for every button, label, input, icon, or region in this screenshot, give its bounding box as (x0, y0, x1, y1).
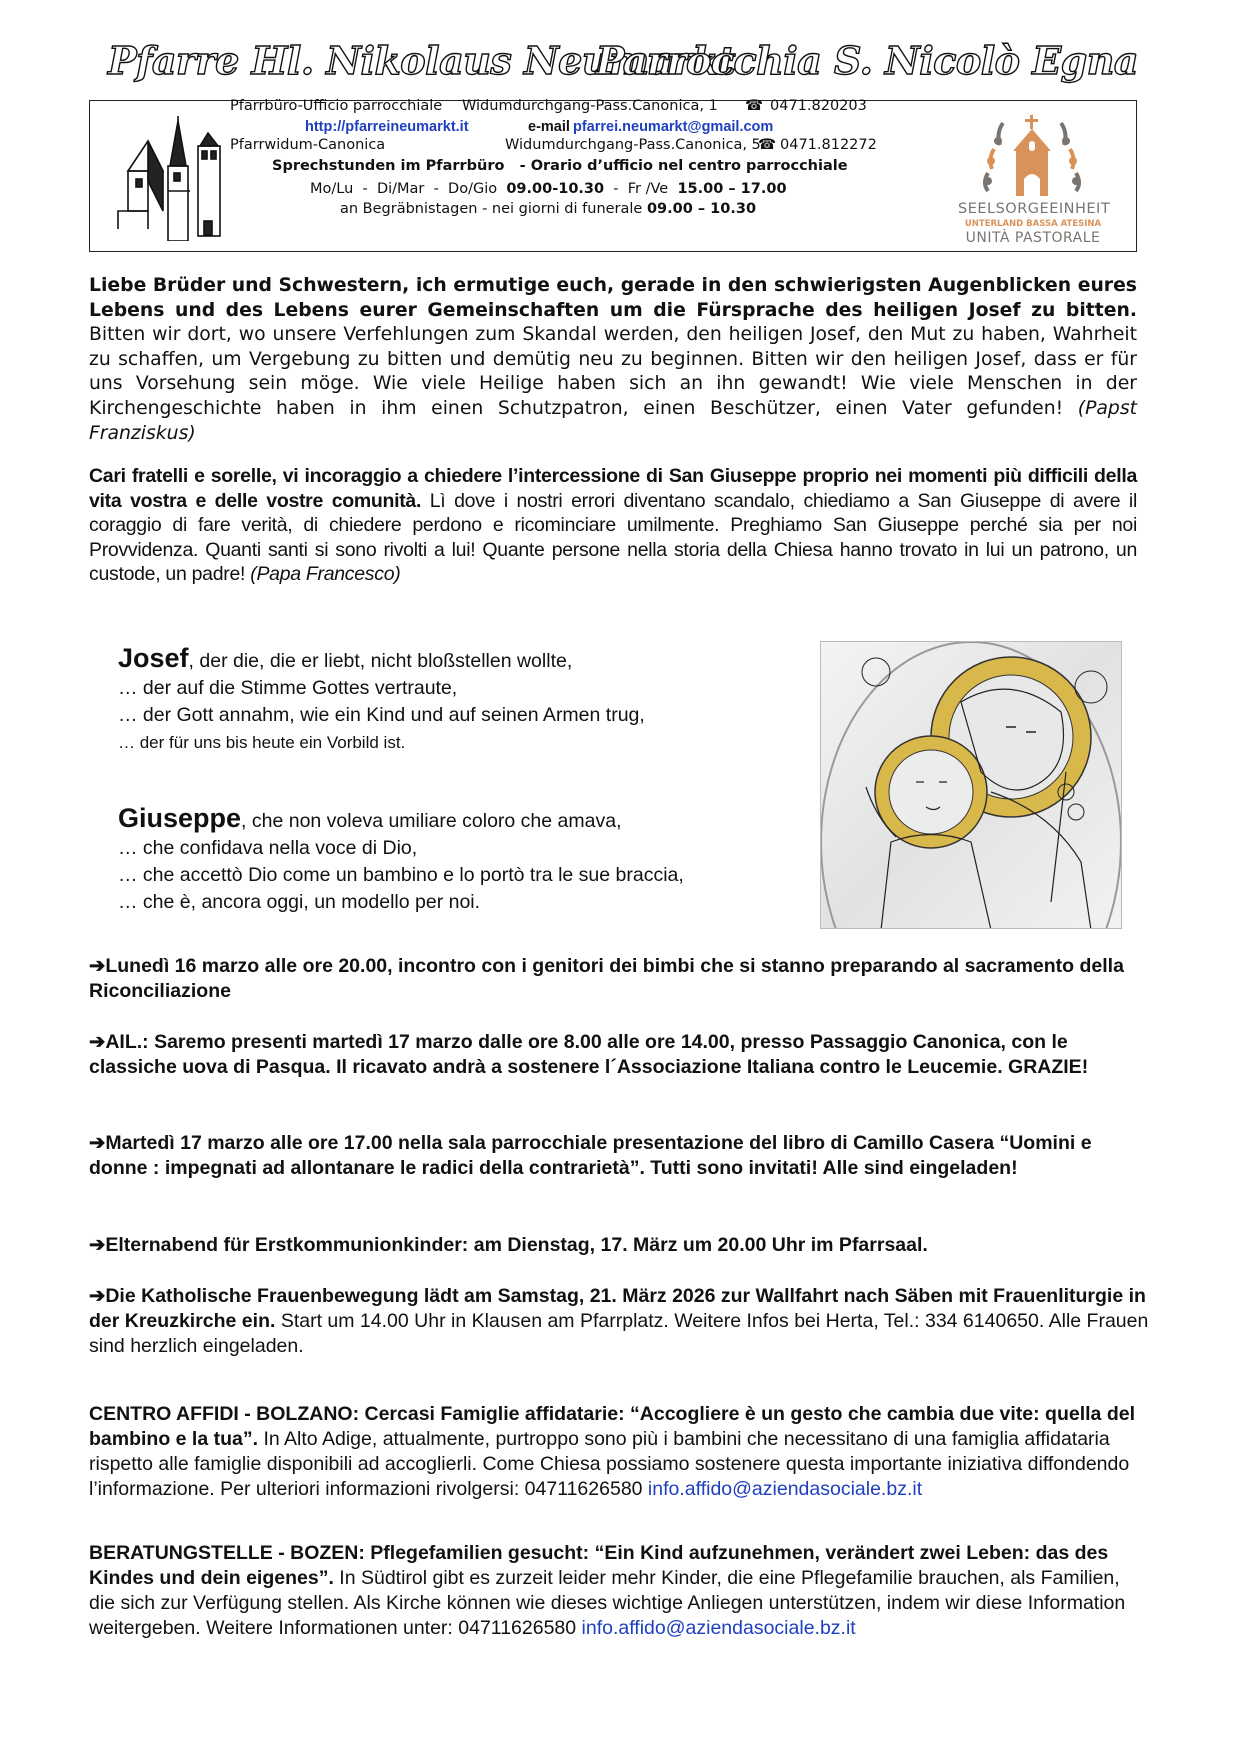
arrow-right-icon: ➔ (89, 1285, 106, 1307)
poem-line (118, 805, 684, 835)
telephone-icon: ☎ (745, 98, 764, 114)
notice-item (89, 1131, 1149, 1181)
quote-german-text: Bitten wir dort, wo unsere Verfehlungen zum Skandal werden, den heiligen Josef, den Mut zu haben, Wahrheit zu schaffen, um Vergebung zu bitten und demütig neu zu beginnen. Bitten wir den heiligen Josef, dass er für uns Vorsehung sein möge. Wie viele Heilige haben sich an ihn gewandt! Wie viele Menschen in der Kirchengeschichte haben in ihm einen Schutzpatron, einen Beschützer, einen Vater gefunden! (89, 324, 1137, 419)
foster-email-link[interactable]: info.affido@aziendasociale.bz.it (647, 1478, 923, 1500)
funeral-text: an Begräbnistagen - nei giorni di funerale (340, 201, 643, 217)
hours-morning: 09.00-10.30 (506, 181, 605, 197)
foster-text: In Südtirol gibt es zurzeit leider mehr Kinder, die eine Pflegefamilie brauchen, als Familien, die sich zur Verfügung stellen. Als Kirche können wie dieses wichtige Anliegen unterstützen, indem wir diese Information weitergeben. Weitere Informationen unter: 04711626580 (89, 1567, 1126, 1639)
quote-italian (89, 464, 1137, 587)
foster-care-notice-german (89, 1541, 1149, 1641)
church-towers-logo (108, 111, 228, 241)
foster-heading: CENTRO AFFIDI - BOLZANO: Cercasi Famiglie affidatarie: “Accogliere è un gesto che cambia due vite: quella del bambino e la tua”. (89, 1403, 1135, 1450)
poem-line: … che confidava nella voce di Dio, (118, 837, 418, 859)
poem-line: … der auf die Stimme Gottes vertraute, (118, 677, 458, 699)
poem-name: Giuseppe (118, 803, 242, 833)
rectory-address: Widumdurchgang-Pass.Canonica, 5 (505, 137, 761, 153)
notice-item (89, 1233, 1149, 1258)
notice-item (89, 1030, 1149, 1080)
title-german: Pfarre Hl. Nikolaus Neumarkt (108, 38, 736, 83)
saint-joseph-illustration (821, 642, 1122, 929)
hours-afternoon: 15.00 – 17.00 (677, 181, 787, 197)
funeral-hours: 09.00 – 10.30 (646, 201, 757, 217)
poem-italian (118, 805, 684, 916)
notice-item (89, 954, 1149, 1004)
pastoral-unit-logo (958, 111, 1111, 246)
poem-german (118, 645, 645, 756)
quote-german-source: (Papst Franziskus) (89, 397, 1137, 444)
office-phone[interactable]: 0471.820203 (770, 98, 867, 114)
quote-german-bold: Liebe Brüder und Schwestern, ich ermutige euch, gerade in den schwierigsten Augenblicken eures Lebens und des Lebens eurer Gemeinschaften um die Fürsprache des heiligen Josef zu bitten. (89, 275, 1137, 321)
hours-days: Mo/Lu - Di/Mar - Do/Gio (310, 181, 498, 197)
foster-care-notice-italian (89, 1402, 1149, 1502)
notice-text: AIL.: Saremo presenti martedì 17 marzo dalle ore 8.00 alle ore 14.00, presso Passaggio Canonica, con le classiche uova di Pasqua. Il ricavato andrà a sostenere l´Associazione Italiana contro le Leucemie. GRAZIE! (89, 1031, 1089, 1078)
office-hours-title: Sprechstunden im Pfarrbüro - Orario d’ufficio nel centro parrocchiale (272, 158, 848, 174)
separator: - (604, 181, 628, 197)
website-link[interactable]: http://pfarreineumarkt.it (305, 119, 469, 135)
foster-text: In Alto Adige, attualmente, purtroppo sono più i bambini che necessitano di una famiglia affidataria rispetto alle famiglie disponibili ad accoglierli. Come Chiesa possiamo sostenere questa importante iniziativa diffondendo l’informazione. Per ulteriori informazioni rivolgersi: 04711626580 (89, 1428, 1130, 1500)
title-italian: Parrocchia S. Nicolò Egna (595, 38, 1138, 83)
masthead (108, 38, 1138, 98)
poem-text: , che non voleva umiliare coloro che amava, (241, 810, 622, 832)
poem-text: , der die, die er liebt, nicht bloßstellen wollte, (188, 650, 573, 672)
hours-friday: Fr /Ve (627, 181, 669, 197)
email-label: e-mail (528, 119, 570, 135)
saint-joseph-image (820, 641, 1122, 929)
quote-italian-bold: Cari fratelli e sorelle, vi incoraggio a chiedere l’intercessione di San Giuseppe proprio nei momenti più difficili della vita vostra e delle vostre comunità. (89, 465, 1137, 512)
funeral-hours-row (340, 201, 756, 217)
rectory-phone[interactable]: 0471.812272 (780, 137, 877, 153)
arrow-right-icon: ➔ (89, 1132, 106, 1154)
arrow-right-icon: ➔ (89, 955, 106, 977)
email-link[interactable]: pfarrei.neumarkt@gmail.com (573, 119, 774, 135)
quote-italian-source: (Papa Francesco) (250, 563, 401, 586)
church-people-icon (958, 111, 1108, 201)
notice-text: Martedì 17 marzo alle ore 17.00 nella sala parrocchiale presentazione del libro di Camillo Casera “Uomini e donne : impegnati ad allontanare le radici della contrarietà”. Tutti sono invitati! Alle sind eingeladen! (89, 1132, 1092, 1179)
poem-line: … che accettò Dio come un bambino e lo portò tra le sue braccia, (118, 864, 684, 886)
poem-name: Josef (118, 643, 189, 673)
office-hours-row (310, 181, 787, 197)
logo-line-1: SEELSORGEEINHEIT (958, 201, 1111, 217)
notice-item (89, 1284, 1149, 1359)
office-label: Pfarrbüro-Ufficio parrocchiale (230, 98, 443, 114)
notice-text: Die Katholische Frauenbewegung lädt am Samstag, 21. März 2026 zur Wallfahrt nach Säben mit Frauenliturgie in der Kreuzkirche ein. (89, 1285, 1146, 1332)
telephone-icon: ☎ (758, 137, 777, 153)
logo-line-2: UNTERLAND BASSA ATESINA (964, 219, 1102, 229)
notice-text: Elternabend für Erstkommunionkinder: am Dienstag, 17. März um 20.00 Uhr im Pfarrsaal. (105, 1234, 928, 1256)
poem-line: … che è, ancora oggi, un modello per noi. (118, 891, 481, 913)
arrow-right-icon: ➔ (89, 1234, 106, 1256)
rectory-label: Pfarrwidum-Canonica (230, 137, 386, 153)
poem-line (118, 645, 645, 675)
notice-text: Lunedì 16 marzo alle ore 20.00, incontro con i genitori dei bimbi che si stanno preparando al sacramento della Riconciliazione (89, 955, 1124, 1002)
quote-italian-text: Lì dove i nostri errori diventano scandalo, chiediamo a San Giuseppe di avere il coraggio di fare verità, di chiedere perdono e ricominciare umilmente. Preghiamo San Giuseppe perché sia per noi Provvidenza. Quanti santi si sono rivolti a lui! Quante persone nella storia della Chiesa hanno trovato in lui un patrono, un custode, un padre! (89, 489, 1137, 586)
foster-heading: BERATUNGSTELLE - BOZEN: Pflegefamilien gesucht: “Ein Kind aufzunehmen, verändert zwei Leben: das des Kindes und dein eigenes”. (89, 1542, 1109, 1589)
office-address: Widumdurchgang-Pass.Canonica, 1 (462, 98, 718, 114)
logo-line-3: UNITÀ PASTORALE (965, 230, 1101, 246)
notice-details: Start um 14.00 Uhr in Klausen am Pfarrplatz. Weitere Infos bei Herta, Tel.: 334 6140650. Alle Frauen sind herzlich eingeladen. (89, 1310, 1149, 1357)
foster-email-link[interactable]: info.affido@aziendasociale.bz.it (581, 1617, 856, 1639)
quote-german (89, 274, 1137, 446)
arrow-right-icon: ➔ (89, 1031, 106, 1053)
contact-header-box (89, 100, 1137, 252)
poem-line: … der für uns bis heute ein Vorbild ist. (118, 733, 406, 752)
poem-line: … der Gott annahm, wie ein Kind und auf seinen Armen trug, (118, 704, 645, 726)
